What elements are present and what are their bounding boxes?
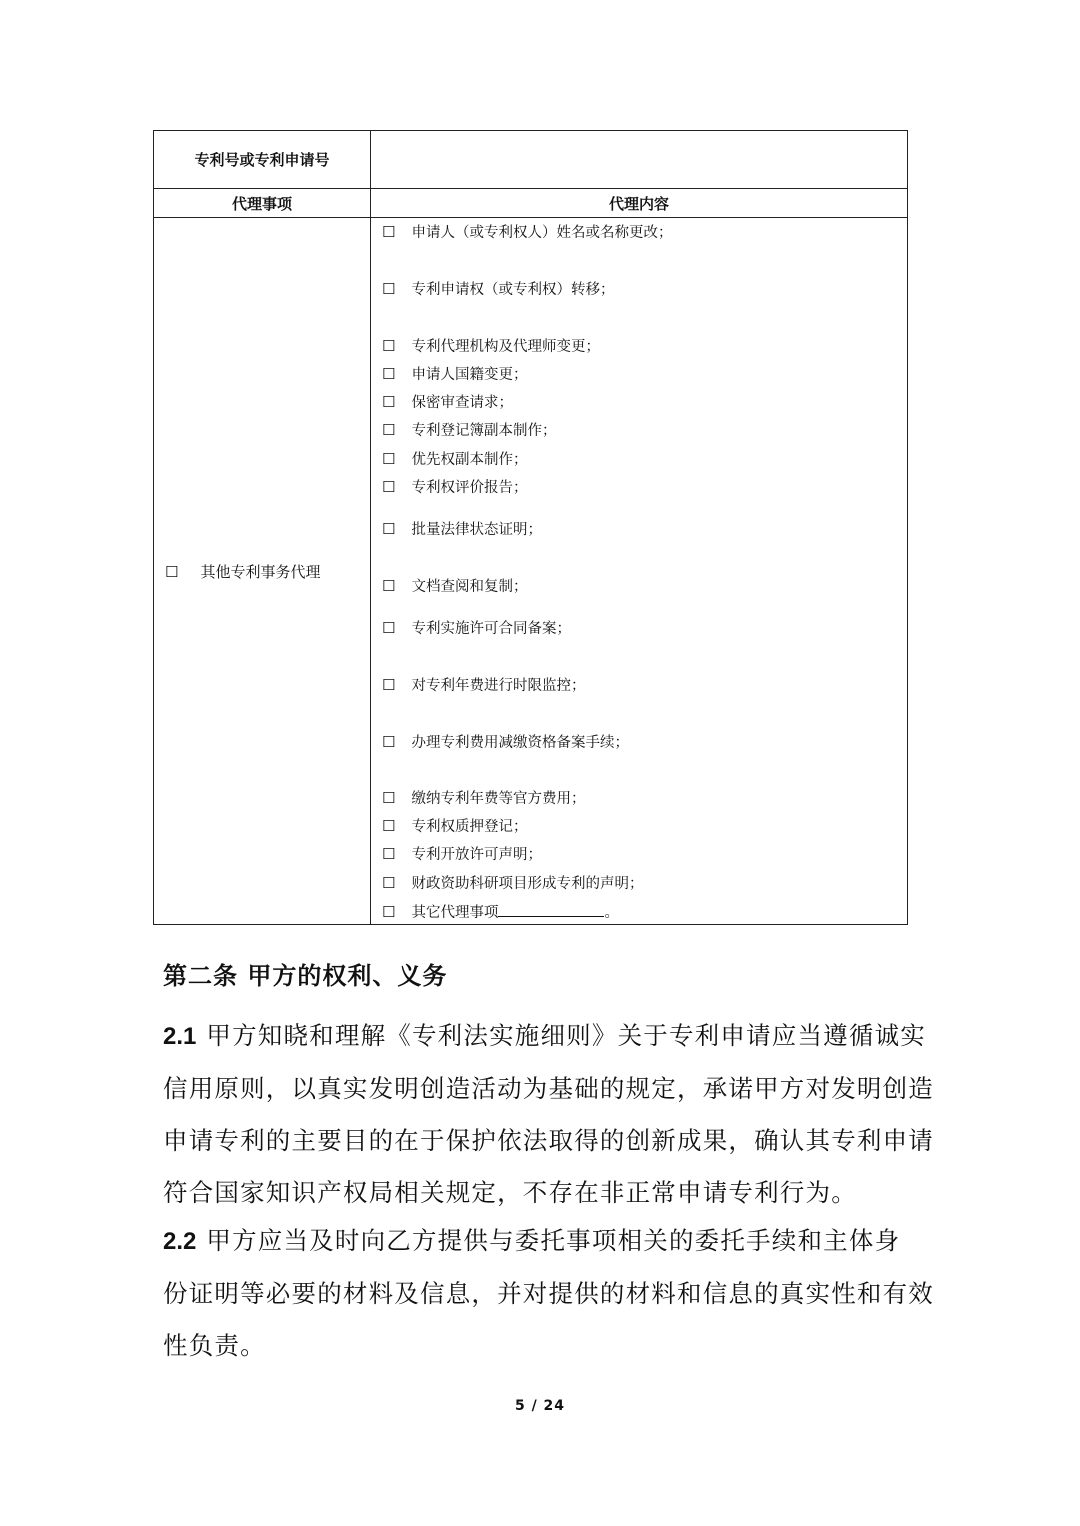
item-label: 批量法律状态证明； bbox=[411, 522, 542, 538]
other-item-suffix: 。 bbox=[604, 905, 619, 921]
item-label: 对专利年费进行时限监控； bbox=[411, 678, 586, 694]
item-label: 专利开放许可声明； bbox=[411, 847, 542, 863]
list-item bbox=[382, 619, 571, 638]
checkbox[interactable]: ☐ bbox=[382, 365, 396, 383]
section-title: 第二条 甲方的权利、义务 bbox=[163, 962, 448, 990]
list-item bbox=[382, 365, 527, 384]
item-label: 专利权评价报告； bbox=[411, 480, 528, 496]
list-item bbox=[382, 337, 600, 356]
column-header-row bbox=[154, 189, 908, 218]
list-item bbox=[382, 450, 527, 469]
checkbox[interactable]: ☐ bbox=[382, 845, 396, 863]
item-label: 专利权质押登记； bbox=[411, 819, 528, 835]
list-item bbox=[382, 676, 585, 695]
item-label: 缴纳专利年费等官方费用； bbox=[411, 791, 586, 807]
checkbox[interactable]: ☐ bbox=[382, 478, 396, 496]
item-label: 文档查阅和复制； bbox=[411, 579, 528, 595]
clause-number: 2.2 bbox=[163, 1228, 197, 1255]
list-item-other bbox=[382, 902, 619, 922]
item-label: 优先权副本制作； bbox=[411, 452, 528, 468]
item-label: 保密审查请求； bbox=[411, 395, 513, 411]
item-label: 专利代理机构及代理师变更； bbox=[411, 339, 600, 355]
col-header-agency-content: 代理内容 bbox=[371, 189, 908, 218]
clause-text: 甲方知晓和理解《专利法实施细则》关于专利申请应当遵循诚实 bbox=[206, 1021, 926, 1050]
clause-text: 甲方应当及时向乙方提供与委托事项相关的委托手续和主体身 bbox=[206, 1226, 901, 1255]
clause-2-2 bbox=[163, 1215, 934, 1372]
checkbox[interactable]: ☐ bbox=[382, 393, 396, 411]
clause-line bbox=[163, 1215, 923, 1268]
checkbox[interactable]: ☐ bbox=[382, 421, 396, 439]
other-patent-affairs-label: 其他专利事务代理 bbox=[200, 562, 321, 581]
agency-content-cell bbox=[371, 218, 908, 925]
item-label: 专利申请权（或专利权）转移； bbox=[411, 282, 615, 298]
checkbox[interactable]: ☐ bbox=[382, 450, 396, 468]
list-item bbox=[382, 733, 629, 752]
list-item bbox=[382, 421, 556, 440]
checkbox[interactable]: ☐ bbox=[382, 676, 396, 694]
col-header-agency-matter: 代理事项 bbox=[154, 189, 371, 218]
list-item bbox=[382, 223, 672, 242]
checkbox[interactable]: ☐ bbox=[382, 619, 396, 637]
checkbox-other-patent-affairs[interactable]: ☐ bbox=[165, 562, 179, 581]
checkbox[interactable]: ☐ bbox=[382, 874, 396, 892]
list-item bbox=[382, 577, 527, 596]
agency-content-list bbox=[371, 218, 907, 924]
item-label: 专利实施许可合同备案； bbox=[411, 621, 571, 637]
list-item bbox=[382, 520, 542, 539]
checkbox[interactable]: ☐ bbox=[382, 733, 396, 751]
checkbox[interactable]: ☐ bbox=[382, 280, 396, 298]
list-item bbox=[382, 845, 542, 864]
checkbox[interactable]: ☐ bbox=[382, 520, 396, 538]
checkbox[interactable]: ☐ bbox=[382, 577, 396, 595]
patent-number-row bbox=[154, 131, 908, 189]
clause-2-1 bbox=[163, 1010, 934, 1219]
checkbox[interactable]: ☐ bbox=[382, 817, 396, 835]
checkbox[interactable]: ☐ bbox=[382, 337, 396, 355]
other-patent-affairs-cell bbox=[154, 218, 371, 925]
item-label: 办理专利费用减缴资格备案手续； bbox=[411, 735, 629, 751]
list-item bbox=[382, 789, 585, 808]
list-item bbox=[382, 393, 513, 412]
item-label: 申请人（或专利权人）姓名或名称更改； bbox=[411, 225, 673, 241]
page-number: 5 / 24 bbox=[514, 1398, 566, 1414]
item-label: 专利登记簿副本制作； bbox=[411, 423, 557, 439]
checkbox-other[interactable]: ☐ bbox=[382, 903, 396, 921]
other-item-label: 其它代理事项 bbox=[411, 905, 499, 921]
agency-items-table bbox=[153, 130, 908, 925]
checkbox[interactable]: ☐ bbox=[382, 223, 396, 241]
other-item-blank-field[interactable] bbox=[498, 902, 604, 917]
clause-line bbox=[163, 1010, 926, 1063]
clause-text: 性负责。 bbox=[163, 1331, 266, 1360]
item-label: 财政资助科研项目形成专利的声明； bbox=[411, 876, 644, 892]
list-item bbox=[382, 874, 643, 893]
clause-text: 份证明等必要的材料及信息，并对提供的材料和信息的真实性和有效 bbox=[163, 1279, 934, 1308]
checkbox[interactable]: ☐ bbox=[382, 789, 396, 807]
other-patent-affairs-row bbox=[154, 218, 908, 925]
list-item bbox=[382, 817, 527, 836]
item-label: 申请人国籍变更； bbox=[411, 367, 528, 383]
clause-text: 信用原则，以真实发明创造活动为基础的规定，承诺甲方对发明创造 bbox=[163, 1074, 934, 1103]
clause-text: 申请专利的主要目的在于保护依法取得的创新成果，确认其专利申请 bbox=[163, 1126, 934, 1155]
clause-number: 2.1 bbox=[163, 1023, 197, 1050]
clause-text: 符合国家知识产权局相关规定，不存在非正常申请专利行为。 bbox=[163, 1178, 857, 1207]
list-item bbox=[382, 478, 527, 497]
list-item bbox=[382, 280, 614, 299]
patent-number-label: 专利号或专利申请号 bbox=[154, 131, 371, 189]
patent-number-value bbox=[371, 131, 908, 189]
